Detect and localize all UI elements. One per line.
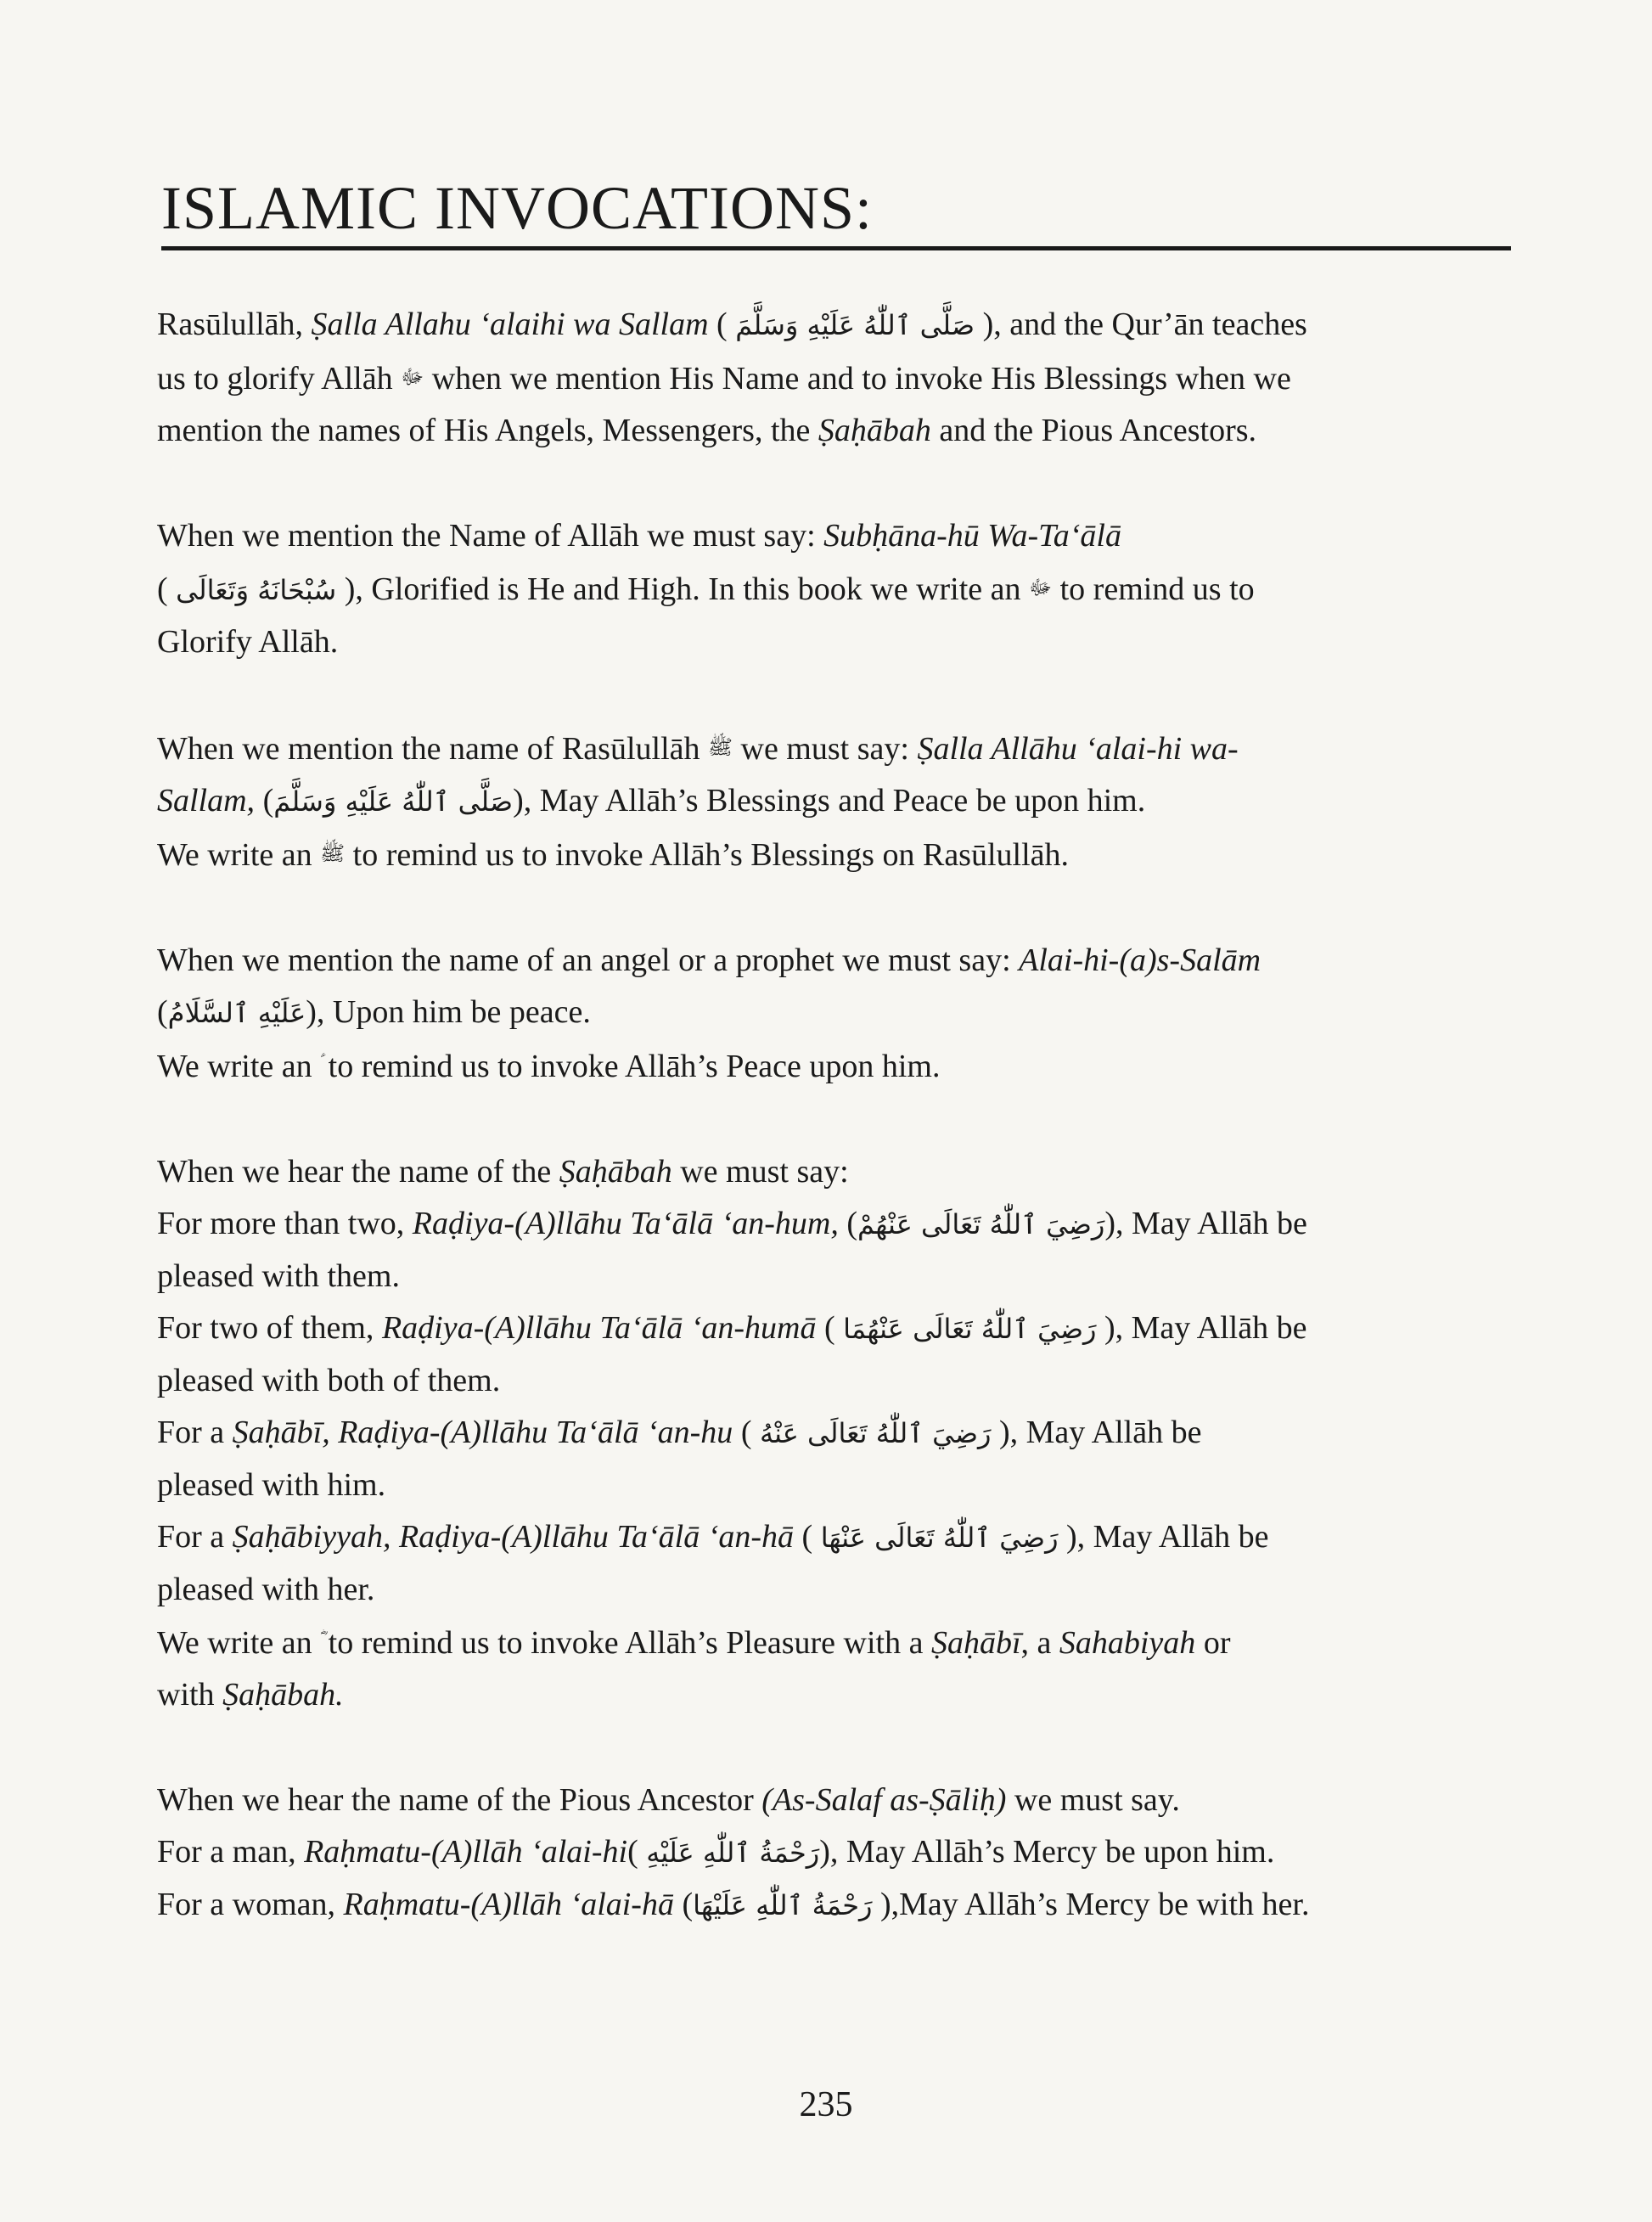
text-line: (عَلَيْهِ ٱلسَّلَامُ), Upon him be peace. xyxy=(157,994,591,1030)
text-line: with Ṣaḥābah. xyxy=(157,1677,344,1713)
body-text xyxy=(157,299,1481,1985)
paragraph-angel-prophet xyxy=(157,935,1481,1093)
text-line: For a man, Raḥmatu-(A)llāh ‘alai-hi( رَحْمَةُ ٱللّٰهِ عَلَيْهِ), May Allāh’s Mercy be upon him. xyxy=(157,1834,1275,1870)
arabic-text: رَضِيَ ٱللّٰهُ تَعَالَى عَنْهَا xyxy=(820,1522,1059,1554)
text-line: For a Ṣaḥābiyyah, Raḍiya-(A)llāhu Ta‘ālā ‘an-hā ( رَضِيَ ٱللّٰهُ تَعَالَى عَنْهَا ), May Allāh be xyxy=(157,1519,1269,1555)
text-line: Rasūlullāh, Ṣalla Allahu ‘alaihi wa Sallam ( صَلَّى ٱللّٰهُ عَلَيْهِ وَسَلَّمَ ), and the Qur’ān teaches xyxy=(157,307,1307,342)
text-line: For a Ṣaḥābī, Raḍiya-(A)llāhu Ta‘ālā ‘an-hu ( رَضِيَ ٱللّٰهُ تَعَالَى عَنْهُ ), May Allāh be xyxy=(157,1415,1202,1450)
paragraph-sahabah xyxy=(157,1146,1481,1721)
text-line: us to glorify Allāh ﷻ when we mention His Name and to invoke His Blessings when we xyxy=(157,352,1481,405)
text-line: Sallam, (صَلَّى ٱللّٰهُ عَلَيْهِ وَسَلَّمَ), May Allāh’s Blessings and Peace be upon him. xyxy=(157,783,1146,818)
text-line: pleased with both of them. xyxy=(157,1363,501,1398)
swt-symbol-icon: ﷻ xyxy=(401,365,424,389)
saw-symbol-icon: ﷺ xyxy=(708,735,733,759)
text-line: For two of them, Raḍiya-(A)llāhu Ta‘ālā ‘an-humā ( رَضِيَ ٱللّٰهُ تَعَالَى عَنْهُمَا ), May Allāh be xyxy=(157,1310,1307,1346)
arabic-text: رَضِيَ ٱللّٰهُ تَعَالَى عَنْهُمَا xyxy=(843,1313,1097,1345)
text-line: When we mention the name of an angel or a prophet we must say: Alai-hi-(a)s-Salām xyxy=(157,942,1261,978)
arabic-text: سُبْحَانَهُ وَتَعَالَى xyxy=(176,574,337,606)
arabic-text: رَضِيَ ٱللّٰهُ تَعَالَى عَنْهُمْ xyxy=(857,1208,1105,1240)
text-line: Glorify Allāh. xyxy=(157,624,339,660)
text-line: We write an ﷺ to remind us to invoke Allāh’s Blessings on Rasūlullāh. xyxy=(157,828,1481,881)
arabic-text: عَلَيْهِ ٱلسَّلَامُ xyxy=(167,997,306,1029)
text-line: mention the names of His Angels, Messengers, the Ṣaḥābah and the Pious Ancestors. xyxy=(157,413,1257,448)
paragraph-rasulullah xyxy=(157,722,1481,881)
page-number: 235 xyxy=(799,2085,853,2124)
text-line: We write an to remind us to invoke Allāh’s Peace upon him. xyxy=(157,1049,941,1084)
arabic-text: رَضِيَ ٱللّٰهُ تَعَالَى عَنْهُ xyxy=(759,1417,992,1449)
paragraph-intro xyxy=(157,299,1481,457)
text-line: ( سُبْحَانَهُ وَتَعَالَى ), Glorified is He and High. In this book we write an ﷻ to remind us to xyxy=(157,562,1481,616)
saw-symbol-icon: ﷺ xyxy=(320,841,346,865)
arabic-text: رَحْمَةُ ٱللّٰهِ عَلَيْهَا xyxy=(693,1889,873,1921)
text-line: pleased with them. xyxy=(157,1258,400,1294)
arabic-text: صَلَّى ٱللّٰهُ عَلَيْهِ وَسَلَّمَ xyxy=(735,309,975,341)
arabic-text: رَحْمَةُ ٱللّٰهِ عَلَيْهِ xyxy=(646,1837,820,1869)
text-line: For a woman, Raḥmatu-(A)llāh ‘alai-hā (رَحْمَةُ ٱللّٰهِ عَلَيْهَا ),May Allāh’s Mercy be with her. xyxy=(157,1887,1310,1922)
swt-symbol-icon: ﷻ xyxy=(1029,576,1053,599)
page-title: ISLAMIC INVOCATIONS: xyxy=(161,170,873,250)
text-line: pleased with him. xyxy=(157,1467,386,1503)
text-line: We write an to remind us to invoke Allāh’s Pleasure with a Ṣaḥābī, a Sahabiyah or xyxy=(157,1625,1231,1661)
text-line: When we mention the Name of Allāh we must say: Subḥāna-hū Wa-Ta‘ālā xyxy=(157,518,1121,554)
text-line: pleased with her. xyxy=(157,1572,375,1607)
paragraph-allah xyxy=(157,510,1481,668)
text-line: When we hear the name of the Ṣaḥābah we must say: xyxy=(157,1154,849,1190)
text-line: When we mention the name of Rasūlullāh ﷺ we must say: Ṣalla Allāhu ‘alai-hi wa- xyxy=(157,722,1481,775)
title-rule xyxy=(161,170,1511,250)
text-line: When we hear the name of the Pious Ancestor (As-Salaf as-Ṣāliḥ) we must say. xyxy=(157,1782,1180,1818)
arabic-text: صَلَّى ٱللّٰهُ عَلَيْهِ وَسَلَّمَ xyxy=(273,785,514,818)
paragraph-pious-ancestors xyxy=(157,1775,1481,1932)
text-line: For more than two, Raḍiya-(A)llāhu Ta‘ālā ‘an-hum, (رَضِيَ ٱللّٰهُ تَعَالَى عَنْهُمْ), May Allāh be xyxy=(157,1206,1307,1241)
